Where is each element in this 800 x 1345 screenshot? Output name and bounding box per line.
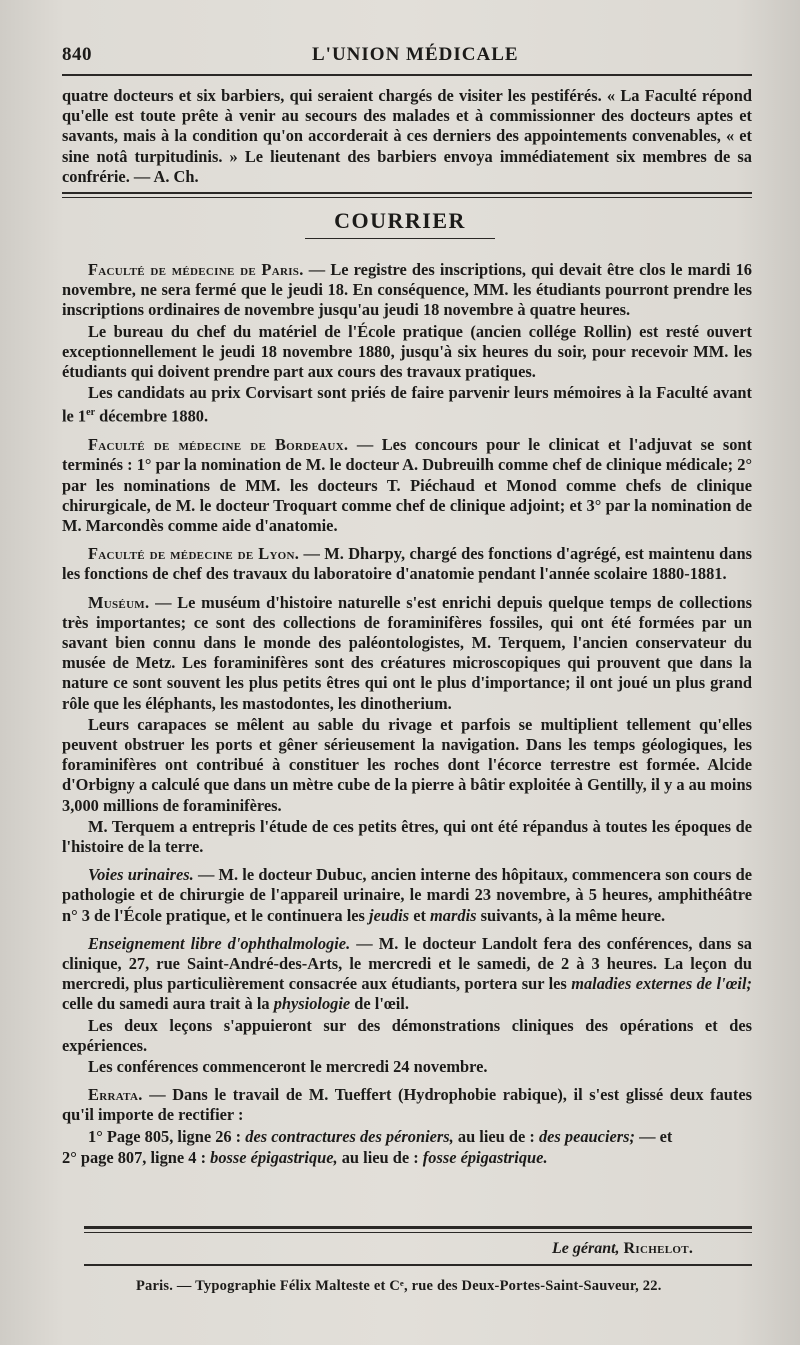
signature: Le gérant, Richelot. [552, 1240, 694, 1257]
section-double-rule-top [62, 192, 752, 194]
paris-heading: Faculté de médecine de Paris. [88, 260, 304, 279]
paris-paragraph: Faculté de médecine de Paris. — Le registre des inscriptions, qui devait être clos le mardi 16 novembre, ne sera fermé que le jeudi 18. En conséquence, MM. les étudiants pourront prendre les inscriptions ordinaires de novembre jusqu'au jeudi 18 novembre à quatre heures. [62, 260, 752, 320]
courrier-body [62, 260, 752, 1169]
section-title: COURRIER [334, 208, 466, 233]
bordeaux-paragraph: Faculté de médecine de Bordeaux. — Les concours pour le clinicat et l'adjuvat se sont terminés : 1° par la nomination de M. le docteur A. Dubreuilh comme chef de clinique médicale; 2° par les nominations de MM. les docteurs T. Piéchaud et Monod comme chefs de clinique chirurgicale, de M. le docteur Troquart comme chef de clinique adjoint; et 3° par la nomination de M. Marcondès comme aide d'anatomie. [62, 435, 752, 535]
bordeaux-heading: Faculté de médecine de Bordeaux. [88, 435, 349, 455]
lyon-heading: Faculté de médecine de Lyon. [88, 544, 300, 564]
page-header [62, 38, 752, 68]
printer-imprint: Paris. — Typographie Félix Malteste et Cᵉ, rue des Deux-Portes-Saint-Sauveur, 22. [136, 1278, 662, 1294]
header-rule [62, 74, 752, 76]
intro-paragraph [62, 86, 752, 188]
end-rule-bottom [84, 1232, 752, 1233]
voies-paragraph: Voies urinaires. — M. le docteur Dubuc, ancien interne des hôpitaux, commencera son cours de pathologie et de chirurgie de l'appareil urinaire, le mardi 23 novembre, à 5 heures, amphithéâtre n° 3 de l'École pratique, et le continuera les jeudis et mardis suivants, à la même heure. [62, 865, 752, 925]
errata-heading: Errata. [88, 1085, 143, 1105]
errata-paragraph: Errata. — Dans le travail de M. Tueffert (Hydrophobie rabique), il s'est glissé deux fautes qu'il importe de rectifier : [62, 1085, 752, 1125]
end-rule-top [84, 1226, 752, 1229]
paris-paragraph-2: Le bureau du chef du matériel de l'École pratique (ancien collége Rollin) est resté ouvert exceptionnellement le jeudi 18 novembre 1880, jusqu'à six heures du soir, pour recevoir MM. les étudiants qui doivent prendre part aux cours des travaux pratiques. [62, 321, 752, 382]
ophtalmo-heading: Enseignement libre d'ophthalmologie. [88, 933, 351, 953]
ophtalmo-paragraph-2: Les deux leçons s'appuieront sur des démonstrations cliniques des opérations et des expériences. [62, 1015, 752, 1055]
museum-heading: Muséum. [88, 592, 150, 612]
paris-paragraph-3: Les candidats au prix Corvisart sont priés de faire parvenir leurs mémoires à la Faculté avant le 1er décembre 1880. [62, 383, 752, 426]
lyon-paragraph: Faculté de médecine de Lyon. — M. Dharpy, chargé des fonctions d'agrégé, est maintenu dans les fonctions de chef des travaux du laboratoire d'anatomie pendant l'année scolaire 1880-1881. [62, 544, 752, 584]
ophtalmo-paragraph: Enseignement libre d'ophthalmologie. — M. le docteur Landolt fera des conférences, dans sa clinique, 27, rue Saint-André-des-Arts, le mercredi et le samedi, de 2 à 3 heures. La leçon du mercredi, plus particulièrement consacrée aux étudiants, portera sur les maladies externes de l'œil; celle du samedi aura trait à la physiologie de l'œil. [62, 933, 753, 1014]
footer-rule [84, 1264, 752, 1266]
voies-heading: Voies urinaires. [88, 865, 194, 885]
museum-paragraph-3: M. Terquem a entrepris l'étude de ces petits êtres, qui ont été répandus à toutes les époques de l'histoire de la terre. [62, 816, 752, 856]
errata-line-2: 2° page 807, ligne 4 : bosse épigastrique, au lieu de : fosse épigastrique. [62, 1147, 548, 1167]
running-title: L'UNION MÉDICALE [312, 44, 519, 65]
ophtalmo-paragraph-3: Les conférences commenceront le mercredi 24 novembre. [88, 1056, 488, 1076]
section-double-rule-bottom [62, 197, 752, 198]
museum-paragraph: Muséum. — Le muséum d'histoire naturelle s'est enrichi depuis quelque temps de collections très importantes; ce sont des collections de foraminifères fossiles, qui ont été formées par un savant bien connu dans le monde des paléontologistes, M. Terquem, l'ancien conservateur du musée de Metz. Les foraminifères sont des créatures microscopiques qui prouvent que dans la nature ce sont souvent les plus petits êtres qui ont le plus d'importance; il ont joué un plus grand rôle que les éléphants, les mastodontes, les dinotherium. [62, 592, 752, 713]
museum-paragraph-2: Leurs carapaces se mêlent au sable du rivage et parfois se multiplient tellement qu'elles peuvent obstruer les ports et gêner sérieusement la navigation. Dans les temps géologiques, les foraminifères ont contribué à constituer les roches dont l'écorce terrestre est formée. Alcide d'Orbigny a calculé que dans un mètre cube de la pierre à bâtir exploitée à Gentilly, il y a au moins 3,000 millions de foraminifères. [62, 714, 752, 815]
title-underline [305, 238, 495, 239]
errata-line-1: 1° Page 805, ligne 26 : des contractures des péroniers, au lieu de : des peauciers; — et [88, 1126, 673, 1146]
intro-text: quatre docteurs et six barbiers, qui seraient chargés de visiter les pestiférés. « La Faculté répond qu'elle est toute prête à venir au secours des malades et à commissionner des docteurs aptes et savants, mais à la condition qu'on accorderait à ces derniers des appointements convenables, « et sine notâ turpitudinis. » Le lieutenant des barbiers envoya immédiatement six membres de sa confrérie. — A. Ch. [62, 86, 752, 186]
page-number: 840 [62, 44, 92, 65]
